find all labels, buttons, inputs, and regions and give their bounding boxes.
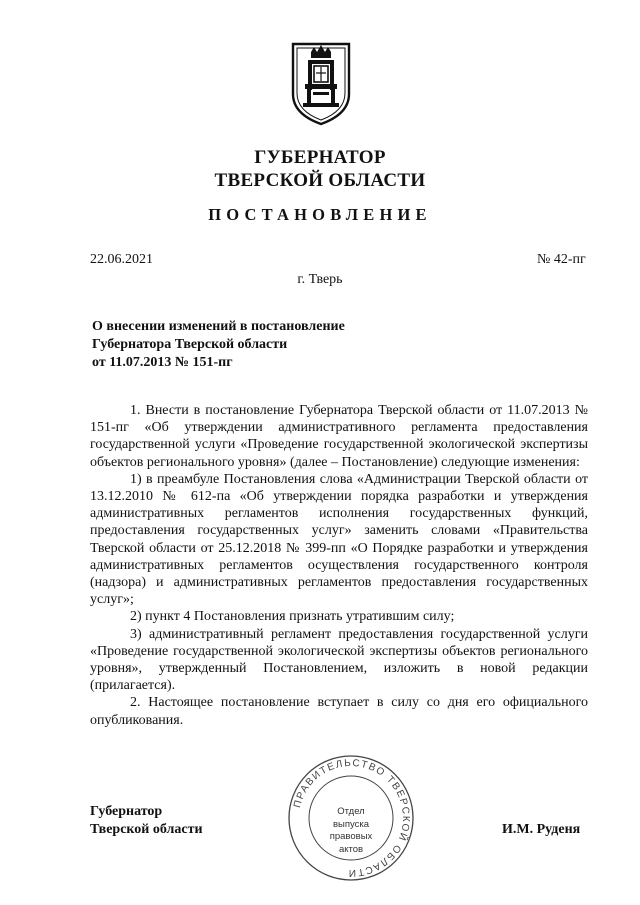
paragraph-1: 1. Внести в постановление Губернатора Тверской области от 11.07.2013 № 151-пг «Об утверждении административного регламента предоставления государственной услуги «Проведение государственной экологической экспертизы объектов регионального уровня» (далее – Постановление) следующие изменения: bbox=[90, 403, 588, 470]
paragraph-1-item-2: 2) пункт 4 Постановления признать утратившим силу; bbox=[130, 609, 455, 625]
svg-text:ПРАВИТЕЛЬСТВО ТВЕРСКОЙ ОБЛАСТИ: ПРАВИТЕЛЬСТВО ТВЕРСКОЙ ОБЛАСТИ bbox=[292, 757, 412, 879]
subject-line: Губернатора Тверской области bbox=[92, 337, 288, 352]
stamp-center-text bbox=[316, 806, 386, 856]
paragraph-1-item-1: 1) в преамбуле Постановления слова «Администрации Тверской области от 13.12.2010 № 612-па «Об утверждении порядка разработки и утверждения административных регламентов исполнения государственных функций, предоставления государственных услуг» заменить словами «Правительства Тверской области от 25.12.2018 № 399-пп «О Порядке разработки и утверждения административных регламентов осуществления государственного контроля (надзора) и административных регламентов предоставления государственных услуг»; bbox=[90, 471, 588, 608]
document-date: 22.06.2021 bbox=[90, 252, 153, 267]
paragraph-2: 2. Настоящее постановление вступает в силу со дня его официального опубликования. bbox=[90, 695, 588, 728]
subject-line: от 11.07.2013 № 151-пг bbox=[92, 355, 233, 370]
document-number: № 42-пг bbox=[537, 252, 586, 267]
issuer-title-line2: ТВЕРСКОЙ ОБЛАСТИ bbox=[214, 170, 426, 191]
subject-line: О внесении изменений в постановление bbox=[92, 319, 345, 334]
stamp-line: актов bbox=[338, 843, 364, 855]
stamp-line: Отдел bbox=[337, 806, 365, 817]
coat-of-arms-icon bbox=[289, 36, 353, 128]
document-subject bbox=[92, 318, 345, 372]
document-type: ПОСТАНОВЛЕНИЕ bbox=[208, 205, 432, 224]
stamp-line: правовых bbox=[329, 831, 373, 842]
signatory-name: И.М. Руденя bbox=[502, 822, 581, 837]
document-body bbox=[90, 402, 588, 729]
position-line: Губернатор bbox=[90, 804, 163, 819]
stamp-line: выпуска bbox=[332, 818, 370, 830]
position-line: Тверской области bbox=[90, 822, 203, 837]
document-city: г. Тверь bbox=[297, 272, 343, 287]
paragraph-1-item-3: 3) административный регламент предоставления государственной услуги «Проведение государственной экологической экспертизы объектов регионального уровня», утвержденный Постановлением, изложить в новой редакции (прилагается). bbox=[90, 626, 588, 694]
signatory-position bbox=[90, 803, 203, 839]
issuer-title-line1: ГУБЕРНАТОР bbox=[254, 147, 386, 168]
